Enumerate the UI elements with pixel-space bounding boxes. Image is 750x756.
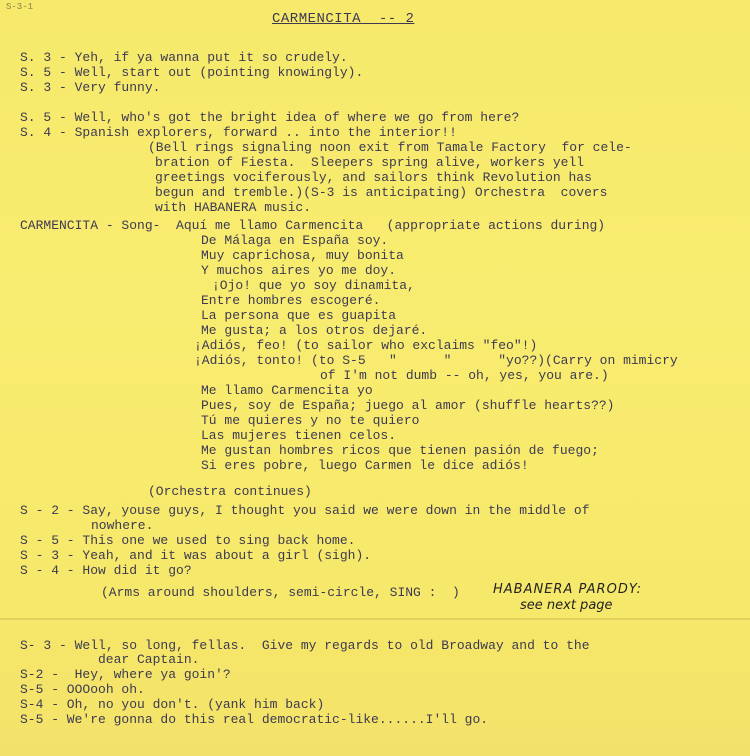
script-line: Entre hombres escogeré.	[201, 293, 381, 308]
script-line: S-2 - Hey, where ya goin'?	[20, 667, 231, 682]
script-line: S. 3 - Yeh, if ya wanna put it so crudely.	[20, 50, 348, 65]
script-line: S-5 - We're gonna do this real democratic-like......I'll go.	[20, 712, 489, 727]
script-line: (Orchestra continues)	[148, 484, 312, 499]
script-line: (Bell rings signaling noon exit from Tamale Factory for cele-	[148, 140, 632, 155]
handwritten-note-line2: see next page	[520, 598, 613, 613]
script-line: Si eres pobre, luego Carmen le dice adiós!	[201, 458, 529, 473]
page-fold	[0, 618, 750, 620]
script-line: Me gusta; a los otros dejaré.	[201, 323, 428, 338]
script-line: Me llamo Carmencita yo	[201, 383, 373, 398]
script-line: S - 3 - Yeah, and it was about a girl (sigh).	[20, 548, 372, 563]
script-line: of I'm not dumb -- oh, yes, you are.)	[320, 368, 609, 383]
corner-note: S-3-1	[6, 2, 34, 12]
script-line: dear Captain.	[98, 652, 200, 667]
script-line: Pues, soy de España; juego al amor (shuffle hearts??)	[201, 398, 615, 413]
script-line: CARMENCITA - Song- Aquí me llamo Carmencita (appropriate actions during)	[20, 218, 606, 233]
script-line: Me gustan hombres ricos que tienen pasión de fuego;	[201, 443, 599, 458]
script-line: La persona que es guapita	[201, 308, 397, 323]
script-line: nowhere.	[91, 518, 154, 533]
script-line: S - 2 - Say, youse guys, I thought you said we were down in the middle of	[20, 503, 590, 518]
script-line: ¡Adiós, tonto! (to S-5 " " "yo??)(Carry on mimicry	[194, 353, 678, 368]
script-line: S - 5 - This one we used to sing back home.	[20, 533, 356, 548]
script-line: with HABANERA music.	[155, 200, 312, 215]
script-line: De Málaga en España soy.	[201, 233, 389, 248]
script-line: bration of Fiesta. Sleepers spring alive, workers yell	[155, 155, 585, 170]
script-line: S-5 - OOOooh oh.	[20, 682, 145, 697]
script-line: (Arms around shoulders, semi-circle, SING : )	[101, 585, 460, 600]
script-line: Tú me quieres y no te quiero	[201, 413, 420, 428]
script-line: Muy caprichosa, muy bonita	[201, 248, 404, 263]
script-line: S. 5 - Well, who's got the bright idea of where we go from here?	[20, 110, 520, 125]
script-line: S - 4 - How did it go?	[20, 563, 192, 578]
script-line: S- 3 - Well, so long, fellas. Give my regards to old Broadway and to the	[20, 638, 590, 653]
script-line: Y muchos aires yo me doy.	[201, 263, 397, 278]
script-line: S. 5 - Well, start out (pointing knowingly).	[20, 65, 364, 80]
script-line: ¡Adiós, feo! (to sailor who exclaims "feo"!)	[194, 338, 538, 353]
script-line: S. 4 - Spanish explorers, forward .. into the interior!!	[20, 125, 457, 140]
page-title: CARMENCITA -- 2	[272, 11, 415, 27]
script-line: Las mujeres tienen celos.	[201, 428, 397, 443]
script-line: greetings vociferously, and sailors think Revolution has	[155, 170, 592, 185]
script-line: S-4 - Oh, no you don't. (yank him back)	[20, 697, 325, 712]
script-line: S. 3 - Very funny.	[20, 80, 161, 95]
script-line: ¡Ojo! que yo soy dinamita,	[212, 278, 415, 293]
script-line: begun and tremble.)(S-3 is anticipating) Orchestra covers	[155, 185, 608, 200]
handwritten-note-line1: HABANERA PARODY:	[493, 582, 643, 597]
